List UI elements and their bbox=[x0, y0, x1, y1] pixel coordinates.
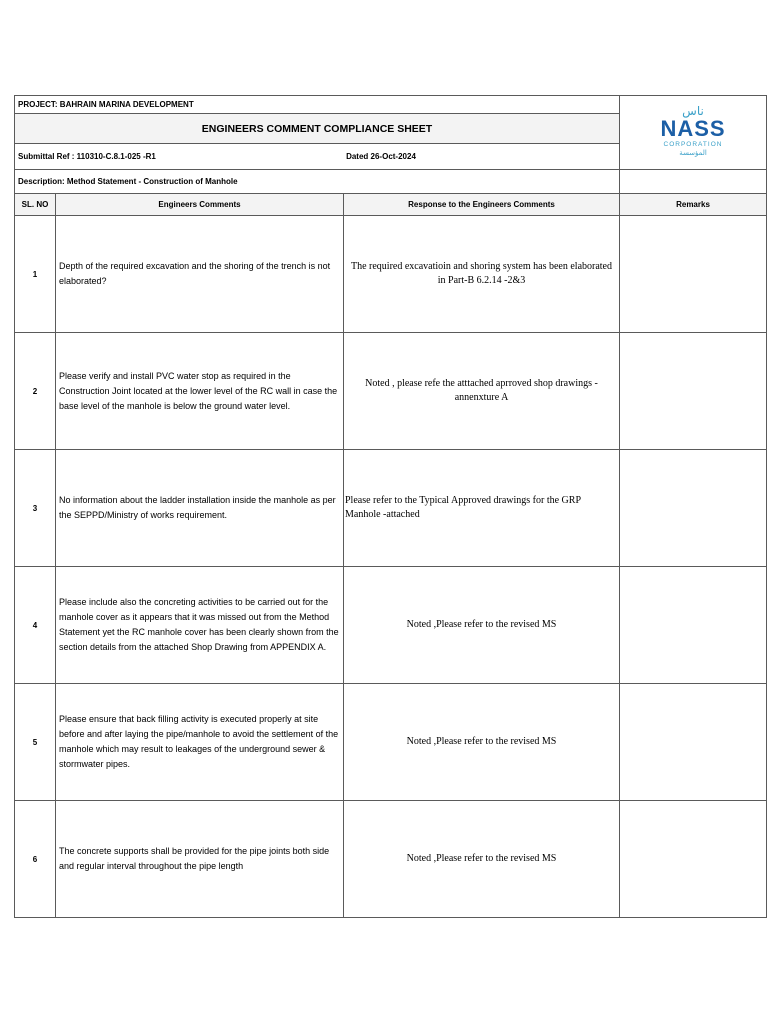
logo-corporation: CORPORATION bbox=[663, 141, 723, 149]
description-row bbox=[15, 170, 767, 194]
row-sl-no: 1 bbox=[15, 216, 56, 333]
row-response: The required excavatioin and shoring system has been elaborated in Part-B 6.2.14 -2&3 bbox=[344, 216, 620, 333]
row-remarks bbox=[620, 684, 767, 801]
row-comment: Please verify and install PVC water stop as required in the Construction Joint located at the lower level of the RC wall in case the base level of the manhole is below the ground water level. bbox=[56, 333, 344, 450]
row-sl-no: 6 bbox=[15, 801, 56, 918]
row-comment: No information about the ladder installation inside the manhole as per the SEPPD/Ministry of works requirement. bbox=[56, 450, 344, 567]
submittal-ref: Submittal Ref : 110310-C.8.1-025 -R1 bbox=[18, 152, 156, 161]
col-header-comments: Engineers Comments bbox=[56, 194, 344, 216]
col-header-remarks: Remarks bbox=[620, 194, 767, 216]
compliance-sheet-table bbox=[14, 95, 767, 918]
row-remarks bbox=[620, 567, 767, 684]
table-row bbox=[15, 450, 767, 567]
col-header-sl-no: SL. NO bbox=[15, 194, 56, 216]
company-logo bbox=[620, 96, 767, 170]
row-sl-no: 4 bbox=[15, 567, 56, 684]
logo-arabic-top: ناس bbox=[682, 104, 704, 119]
description-blank-cell bbox=[620, 170, 767, 194]
description-text: Description: Method Statement - Construction of Manhole bbox=[15, 170, 620, 194]
row-sl-no: 2 bbox=[15, 333, 56, 450]
row-response: Noted , please refe the atttached aprroved shop drawings - annenxture A bbox=[344, 333, 620, 450]
table-row bbox=[15, 333, 767, 450]
table-row bbox=[15, 567, 767, 684]
table-row bbox=[15, 684, 767, 801]
row-response: Noted ,Please refer to the revised MS bbox=[344, 567, 620, 684]
row-response: Noted ,Please refer to the revised MS bbox=[344, 684, 620, 801]
row-remarks bbox=[620, 216, 767, 333]
row-sl-no: 5 bbox=[15, 684, 56, 801]
row-comment: The concrete supports shall be provided for the pipe joints both side and regular interval throughout the pipe length bbox=[56, 801, 344, 918]
row-remarks bbox=[620, 450, 767, 567]
row-comment: Please ensure that back filling activity is executed properly at site before and after laying the pipe/manhole to avoid the settlement of the manhole which may result to leakages of the underground sewer & stormwater pipes. bbox=[56, 684, 344, 801]
dated-text: Dated 26-Oct-2024 bbox=[346, 152, 416, 161]
logo-arabic-bottom: المؤسسة bbox=[679, 148, 707, 157]
logo-brand: NASS bbox=[660, 116, 726, 142]
row-remarks bbox=[620, 801, 767, 918]
col-header-response: Response to the Engineers Comments bbox=[344, 194, 620, 216]
table-row bbox=[15, 801, 767, 918]
row-remarks bbox=[620, 333, 767, 450]
project-row bbox=[15, 96, 767, 114]
row-sl-no: 3 bbox=[15, 450, 56, 567]
table-row bbox=[15, 216, 767, 333]
nass-logo bbox=[660, 105, 725, 157]
sheet-title: ENGINEERS COMMENT COMPLIANCE SHEET bbox=[15, 114, 620, 144]
project-name: PROJECT: BAHRAIN MARINA DEVELOPMENT bbox=[15, 96, 620, 114]
row-comment: Depth of the required excavation and the shoring of the trench is not elaborated? bbox=[56, 216, 344, 333]
row-comment: Please include also the concreting activities to be carried out for the manhole cover as it appears that it was missed out from the Method Statement yet the RC manhole cover has been clearly shown from the section details from the attached Shop Drawing from APPENDIX A. bbox=[56, 567, 344, 684]
row-response: Noted ,Please refer to the revised MS bbox=[344, 801, 620, 918]
column-header-row bbox=[15, 194, 767, 216]
submittal-cell bbox=[15, 144, 620, 170]
row-response: Please refer to the Typical Approved drawings for the GRP Manhole -attached bbox=[344, 450, 620, 567]
